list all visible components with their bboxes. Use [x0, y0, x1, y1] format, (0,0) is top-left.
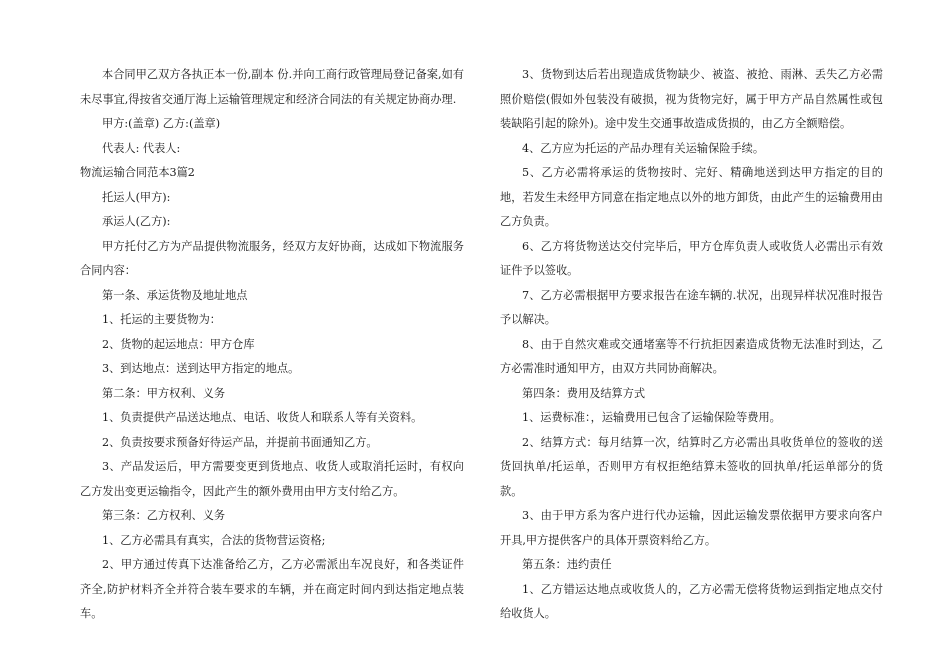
paragraph: 1、运费标准：，运输费用已包含了运输保险等费用。: [522, 411, 781, 424]
section-heading: 第一条、承运货物及地址地点: [102, 288, 248, 302]
left-column: [80, 63, 464, 627]
paragraph: 7、乙方必需根据甲方要求报告在途车辆的.状况，出现异样状况准时报告予以解决。: [500, 288, 883, 326]
section-heading: 第三条：乙方权利、义务: [102, 509, 226, 522]
right-column: [500, 63, 883, 627]
paragraph: 2、货物的起运地点：甲方仓库: [102, 337, 255, 351]
paragraph: 3、由于甲方系为客户进行代办运输，因此运输发票依据甲方要求向客户开具,甲方提供客户的具体开票资料给乙方。: [500, 509, 883, 547]
section-heading: 第二条：甲方权利、义务: [102, 386, 226, 400]
paragraph: 本合同甲乙双方各执正本一份,副本 份.并向工商行政管理局登记备案,如有未尽事宜,得按省交通厅海上运输管理规定和经济合同法的有关规定协商办理.: [80, 68, 464, 106]
paragraph: 托运人(甲方):: [102, 190, 171, 204]
document-heading: 物流运输合同范本3篇2: [80, 166, 195, 179]
paragraph: 3、到达地点：送到达甲方指定的地点。: [102, 362, 300, 375]
paragraph: 代表人: 代表人:: [102, 141, 181, 155]
paragraph: 承运人(乙方):: [102, 215, 171, 228]
paragraph: 8、由于自然灾难或交通堵塞等不行抗拒因素造成货物无法准时到达，乙方必需准时通知甲方，由双方共同协商解决。: [500, 337, 883, 375]
paragraph: 2、甲方通过传真下达准备给乙方，乙方必需派出车况良好，和各类证件齐全,防护材料齐全并符合装车要求的车辆，并在商定时间内到达指定地点装车。: [80, 558, 464, 620]
section-heading: 第四条：费用及结算方式: [522, 386, 646, 400]
paragraph: 1、负责提供产品送达地点、电话、收货人和联系人等有关资料。: [102, 411, 423, 424]
paragraph: 2、负责按要求预备好待运产品，并提前书面通知乙方。: [102, 435, 378, 449]
paragraph: 1、乙方必需具有真实，合法的货物营运资格;: [102, 533, 326, 547]
paragraph: 3、货物到达后若出现造成货物缺少、被盗、被抢、雨淋、丢失乙方必需照价赔偿(假如外包装没有破损，视为货物完好，属于甲方产品自然属性或包装缺陷引起的除外)。途中发生交通事故造成货损的，由乙方全额赔偿。: [500, 68, 883, 130]
paragraph: 甲方:(盖章) 乙方:(盖章): [102, 117, 221, 130]
paragraph: 6、乙方将货物送达交付完毕后，甲方仓库负责人或收货人必需出示有效证件予以签收。: [500, 239, 883, 277]
paragraph: 1、托运的主要货物为：: [102, 313, 221, 326]
paragraph: 4、乙方应为托运的产品办理有关运输保险手续。: [522, 141, 765, 155]
paragraph: 3、产品发运后，甲方需要变更到货地点、收货人或取消托运时，有权向乙方发出变更运输指令，因此产生的额外费用由甲方支付给乙方。: [80, 460, 464, 498]
section-heading: 第五条：违约责任: [522, 558, 612, 571]
paragraph: 1、乙方错运达地点或收货人的，乙方必需无偿将货物运到指定地点交付给收货人。: [500, 582, 883, 620]
paragraph: 5、乙方必需将承运的货物按时、完好、精确地送到达甲方指定的目的地，若发生未经甲方同意在指定地点以外的地方卸货，由此产生的运输费用由乙方负责。: [500, 166, 883, 228]
paragraph: 2、结算方式：每月结算一次，结算时乙方必需出具收货单位的签收的送货回执单/托运单，否则甲方有权拒绝结算未签收的回执单/托运单部分的货款。: [500, 435, 883, 498]
paragraph: 甲方托付乙方为产品提供物流服务，经双方友好协商，达成如下物流服务合同内容：: [80, 239, 464, 277]
